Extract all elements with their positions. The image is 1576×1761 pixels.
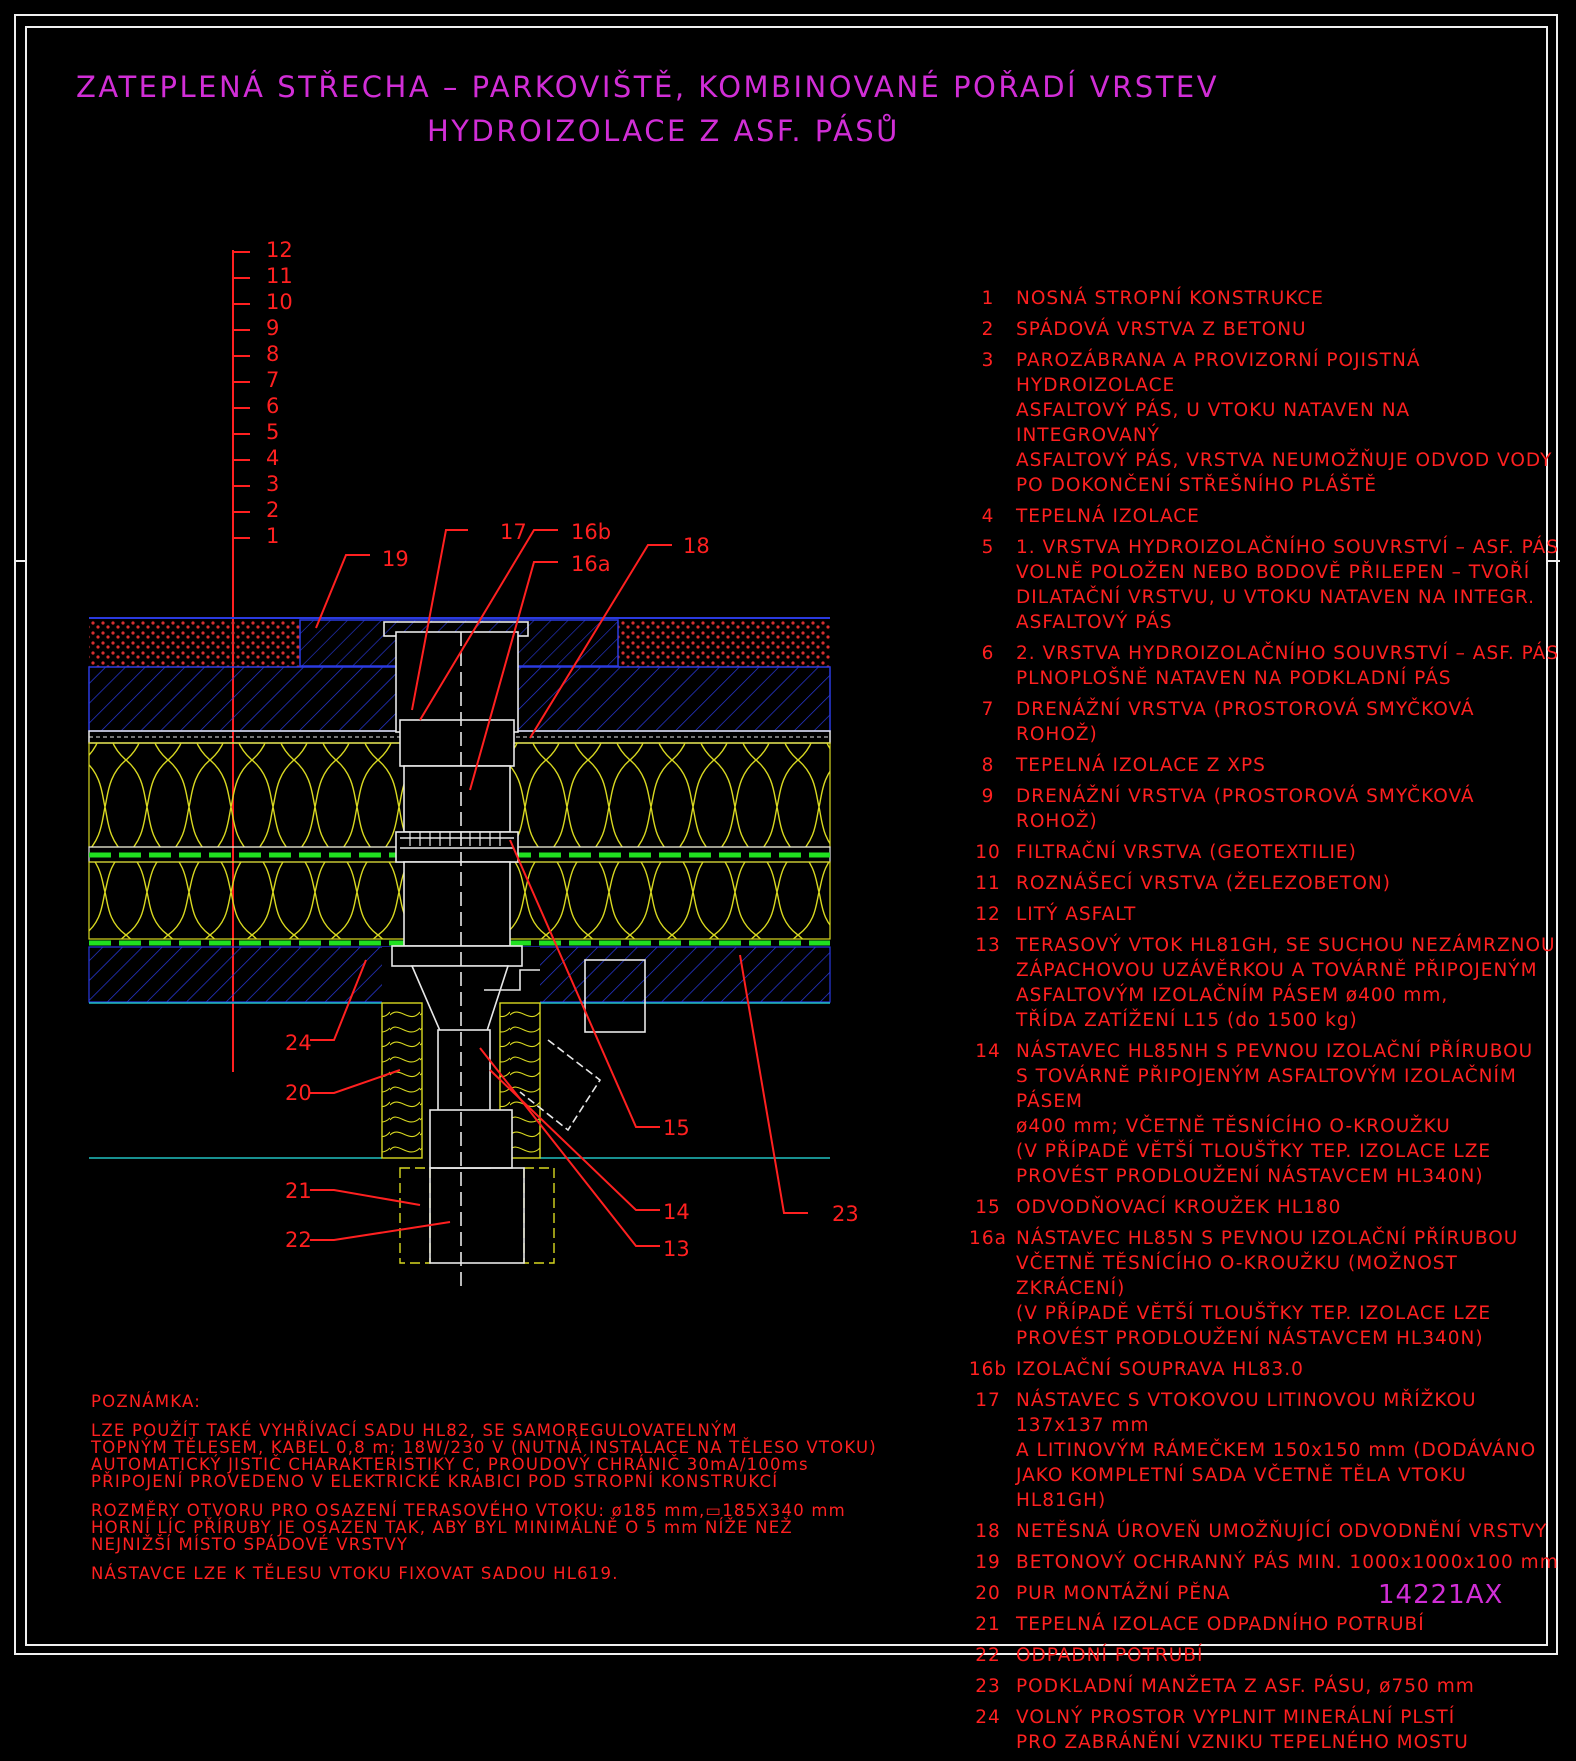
legend-item [960, 697, 1560, 747]
legend-text: DRENÁŽNÍ VRSTVA (PROSTOROVÁ SMYČKOVÁ ROHOŽ) [1016, 699, 1475, 745]
legend-item [960, 1612, 1560, 1637]
layer-scale-label: 2 [266, 498, 280, 522]
layer-scale-label: 12 [266, 238, 293, 262]
legend-item [960, 1357, 1560, 1382]
legend-item [960, 1226, 1560, 1351]
note-paragraph-heating: LZE POUŽÍT TAKÉ VYHŘÍVACÍ SADU HL82, SE SAMOREGULOVATELNÝM TOPNÝM TĚLESEM, KABEL 0,8 m; 18W/230 V (NUTNÁ INSTALACE NA TĚLESO VTOKU) AUTOMATICKÝ JISTIČ CHARAKTERISTIKY C, PROUDOVÝ CHRÁNIČ 30mA/100ms PŘIPOJENÍ PROVEDENO V ELEKTRICKÉ KRABICI POD STROPNÍ KONSTRUKCÍ [91, 1421, 877, 1491]
legend-item [960, 504, 1560, 529]
callout-17: 17 [500, 520, 527, 544]
callout-18: 18 [683, 534, 710, 558]
legend-item [960, 1519, 1560, 1544]
legend-text: SPÁDOVÁ VRSTVA Z BETONU [1016, 319, 1307, 340]
legend-number: 7 [981, 699, 995, 720]
legend-text: ODVODŇOVACÍ KROUŽEK HL180 [1016, 1197, 1342, 1218]
legend-item [960, 753, 1560, 778]
legend-text: NETĚSNÁ ÚROVEŇ UMOŽŇUJÍCÍ ODVODNĚNÍ VRSTVY [1016, 1521, 1548, 1542]
legend-item [960, 784, 1560, 834]
legend-number: 18 [975, 1521, 1001, 1542]
legend-number: 5 [981, 537, 995, 558]
legend-number: 3 [981, 350, 995, 371]
legend-item [960, 535, 1560, 635]
legend-number: 2 [981, 319, 995, 340]
layer-scale-label: 11 [266, 264, 293, 288]
legend-text: IZOLAČNÍ SOUPRAVA HL83.0 [1016, 1359, 1304, 1380]
layer-scale-label: 10 [266, 290, 293, 314]
legend-text: TEPELNÁ IZOLACE [1016, 506, 1200, 527]
legend-number: 10 [975, 842, 1001, 863]
legend-item [960, 286, 1560, 311]
note-block [91, 1393, 891, 1594]
legend-number: 16b [968, 1359, 1008, 1380]
legend-text: LITÝ ASFALT [1016, 904, 1137, 925]
legend-item [960, 348, 1560, 498]
callout-16a: 16a [571, 552, 611, 576]
legend-number: 24 [975, 1707, 1001, 1728]
callout-13: 13 [663, 1237, 690, 1261]
callout-15: 15 [663, 1116, 690, 1140]
pur-foam-left [382, 1003, 422, 1158]
legend-text: ODPADNÍ POTRUBÍ [1016, 1645, 1204, 1666]
note-paragraph-fixing: NÁSTAVCE LZE K TĚLESU VTOKU FIXOVAT SADOU HL619. [91, 1564, 619, 1583]
legend-text: FILTRAČNÍ VRSTVA (GEOTEXTILIE) [1016, 842, 1357, 863]
callout-23: 23 [832, 1202, 859, 1226]
legend-number: 6 [981, 643, 995, 664]
legend-text: TEPELNÁ IZOLACE Z XPS [1016, 755, 1266, 776]
poured-asphalt-layer-left [89, 618, 300, 667]
legend-item [960, 641, 1560, 691]
layer-legend [960, 286, 1560, 1761]
legend-text: ROZNÁŠECÍ VRSTVA (ŽELEZOBETON) [1016, 873, 1391, 894]
callout-22: 22 [285, 1228, 312, 1252]
legend-item [960, 1039, 1560, 1189]
legend-number: 11 [975, 873, 1001, 894]
poured-asphalt-layer-right [618, 618, 830, 667]
legend-number: 16a [969, 1228, 1007, 1249]
callout-19: 19 [382, 547, 409, 571]
legend-number: 23 [975, 1676, 1001, 1697]
legend-item [960, 840, 1560, 865]
legend-item [960, 1705, 1560, 1755]
layer-scale-label: 4 [266, 446, 280, 470]
layer-scale-label: 1 [266, 524, 280, 548]
legend-item [960, 317, 1560, 342]
waste-pipe-assembly [400, 1168, 554, 1263]
legend-text: NÁSTAVEC HL85NH S PEVNOU IZOLAČNÍ PŘÍRUBOU S TOVÁRNĚ PŘIPOJENÝM ASFALTOVÝM IZOLAČNÍM PÁSEM ø400 mm; VČETNĚ TĚSNÍCÍHO O-KROUŽKU (V PŘÍPADĚ VĚTŠÍ TLOUŠŤKY TEP. IZOLACE LZE PROVÉST PRODLOUŽENÍ NÁSTAVCEM HL340N) [1016, 1041, 1534, 1187]
legend-item [960, 933, 1560, 1033]
legend-text: 1. VRSTVA HYDROIZOLAČNÍHO SOUVRSTVÍ – ASF. PÁS VOLNĚ POLOŽEN NEBO BODOVĚ PŘILEPEN – TVOŘÍ DILATAČNÍ VRSTVU, U VTOKU NATAVEN NA INTEGR. ASFALTOVÝ PÁS [1016, 537, 1560, 633]
layer-scale-label: 3 [266, 472, 280, 496]
legend-number: 14 [975, 1041, 1001, 1062]
layer-scale-label: 7 [266, 368, 280, 392]
legend-number: 12 [975, 904, 1001, 925]
legend-item [960, 1643, 1560, 1668]
legend-text: NÁSTAVEC HL85N S PEVNOU IZOLAČNÍ PŘÍRUBOU VČETNĚ TĚSNÍCÍHO O-KROUŽKU (MOŽNOST ZKRÁCENÍ) (V PŘÍPADĚ VĚTŠÍ TLOUŠŤKY TEP. IZOLACE LZE PROVÉST PRODLOUŽENÍ NÁSTAVCEM HL340N) [1016, 1228, 1519, 1349]
layer-scale-label: 5 [266, 420, 280, 444]
legend-number: 4 [981, 506, 995, 527]
legend-number: 13 [975, 935, 1001, 956]
legend-item [960, 871, 1560, 896]
drawing-code: 14221AX [1378, 1580, 1504, 1610]
legend-item [960, 1388, 1560, 1513]
legend-number: 19 [975, 1552, 1001, 1573]
legend-number: 1 [981, 288, 995, 309]
legend-text: TEPELNÁ IZOLACE ODPADNÍHO POTRUBÍ [1016, 1614, 1425, 1635]
note-heading: POZNÁMKA: [91, 1392, 201, 1411]
legend-item [960, 1195, 1560, 1220]
legend-number: 9 [981, 786, 995, 807]
layer-scale-label: 8 [266, 342, 280, 366]
title-line-1: ZATEPLENÁ STŘECHA – PARKOVIŠTĚ, KOMBINOVANÉ POŘADÍ VRSTEV [76, 70, 1220, 104]
legend-text: TERASOVÝ VTOK HL81GH, SE SUCHOU NEZÁMRZNOU ZÁPACHOVOU UZÁVĚRKOU A TOVÁRNĚ PŘIPOJENÝM ASFALTOVÝM IZOLAČNÍM PÁSEM ø400 mm, TŘÍDA ZATÍŽENÍ L15 (do 1500 kg) [1016, 935, 1556, 1031]
legend-number: 17 [975, 1390, 1001, 1411]
legend-text: NÁSTAVEC S VTOKOVOU LITINOVOU MŘÍŽKOU 137x137 mm A LITINOVÝM RÁMEČKEM 150x150 mm (DODÁVÁNO JAKO KOMPLETNÍ SADA VČETNĚ TĚLA VTOKU HL81GH) [1016, 1390, 1537, 1511]
callout-20: 20 [285, 1081, 312, 1105]
legend-text: 2. VRSTVA HYDROIZOLAČNÍHO SOUVRSTVÍ – ASF. PÁS PLNOPLOŠNĚ NATAVEN NA PODKLADNÍ PÁS [1016, 643, 1560, 689]
layer-scale-label: 9 [266, 316, 280, 340]
legend-text: DRENÁŽNÍ VRSTVA (PROSTOROVÁ SMYČKOVÁ ROHOŽ) [1016, 786, 1475, 832]
legend-text: BETONOVÝ OCHRANNÝ PÁS MIN. 1000x1000x100 mm [1016, 1552, 1559, 1573]
callout-21: 21 [285, 1179, 312, 1203]
legend-item [960, 1674, 1560, 1699]
note-paragraph-opening: ROZMĚRY OTVORU PRO OSAZENÍ TERASOVÉHO VTOKU: ø185 mm,▭185X340 mm HORNÍ LÍC PŘÍRUBY JE OSAZEN TAK, ABY BYL MINIMÁLNĚ O 5 mm NÍŽE NEŽ NEJNIŽŠÍ MÍSTO SPÁDOVÉ VRSTVY [91, 1501, 846, 1554]
legend-number: 21 [975, 1614, 1001, 1635]
legend-number: 20 [975, 1583, 1001, 1604]
callout-24: 24 [285, 1031, 312, 1055]
legend-number: 22 [975, 1645, 1001, 1666]
layer-scale-label: 6 [266, 394, 280, 418]
legend-number: 8 [981, 755, 995, 776]
legend-text: PODKLADNÍ MANŽETA Z ASF. PÁSU, ø750 mm [1016, 1676, 1475, 1697]
legend-item [960, 1550, 1560, 1575]
legend-text: PAROZÁBRANA A PROVIZORNÍ POJISTNÁ HYDROIZOLACE ASFALTOVÝ PÁS, U VTOKU NATAVEN NA INTEGROVANÝ ASFALTOVÝ PÁS, VRSTVA NEUMOŽŇUJE ODVOD VODY PO DOKONČENÍ STŘEŠNÍHO PLÁŠTĚ [1016, 350, 1553, 496]
legend-number: 15 [975, 1197, 1001, 1218]
title-line-2: HYDROIZOLACE Z ASF. PÁSŮ [427, 114, 900, 148]
legend-text: NOSNÁ STROPNÍ KONSTRUKCE [1016, 288, 1324, 309]
callout-16b: 16b [571, 520, 612, 544]
legend-text: PUR MONTÁŽNÍ PĚNA [1016, 1583, 1231, 1604]
legend-text: VOLNÝ PROSTOR VYPLNIT MINERÁLNÍ PLSTÍ PRO ZABRÁNĚNÍ VZNIKU TEPELNÉHO MOSTU [1016, 1707, 1469, 1753]
callout-14: 14 [663, 1200, 690, 1224]
legend-item [960, 902, 1560, 927]
